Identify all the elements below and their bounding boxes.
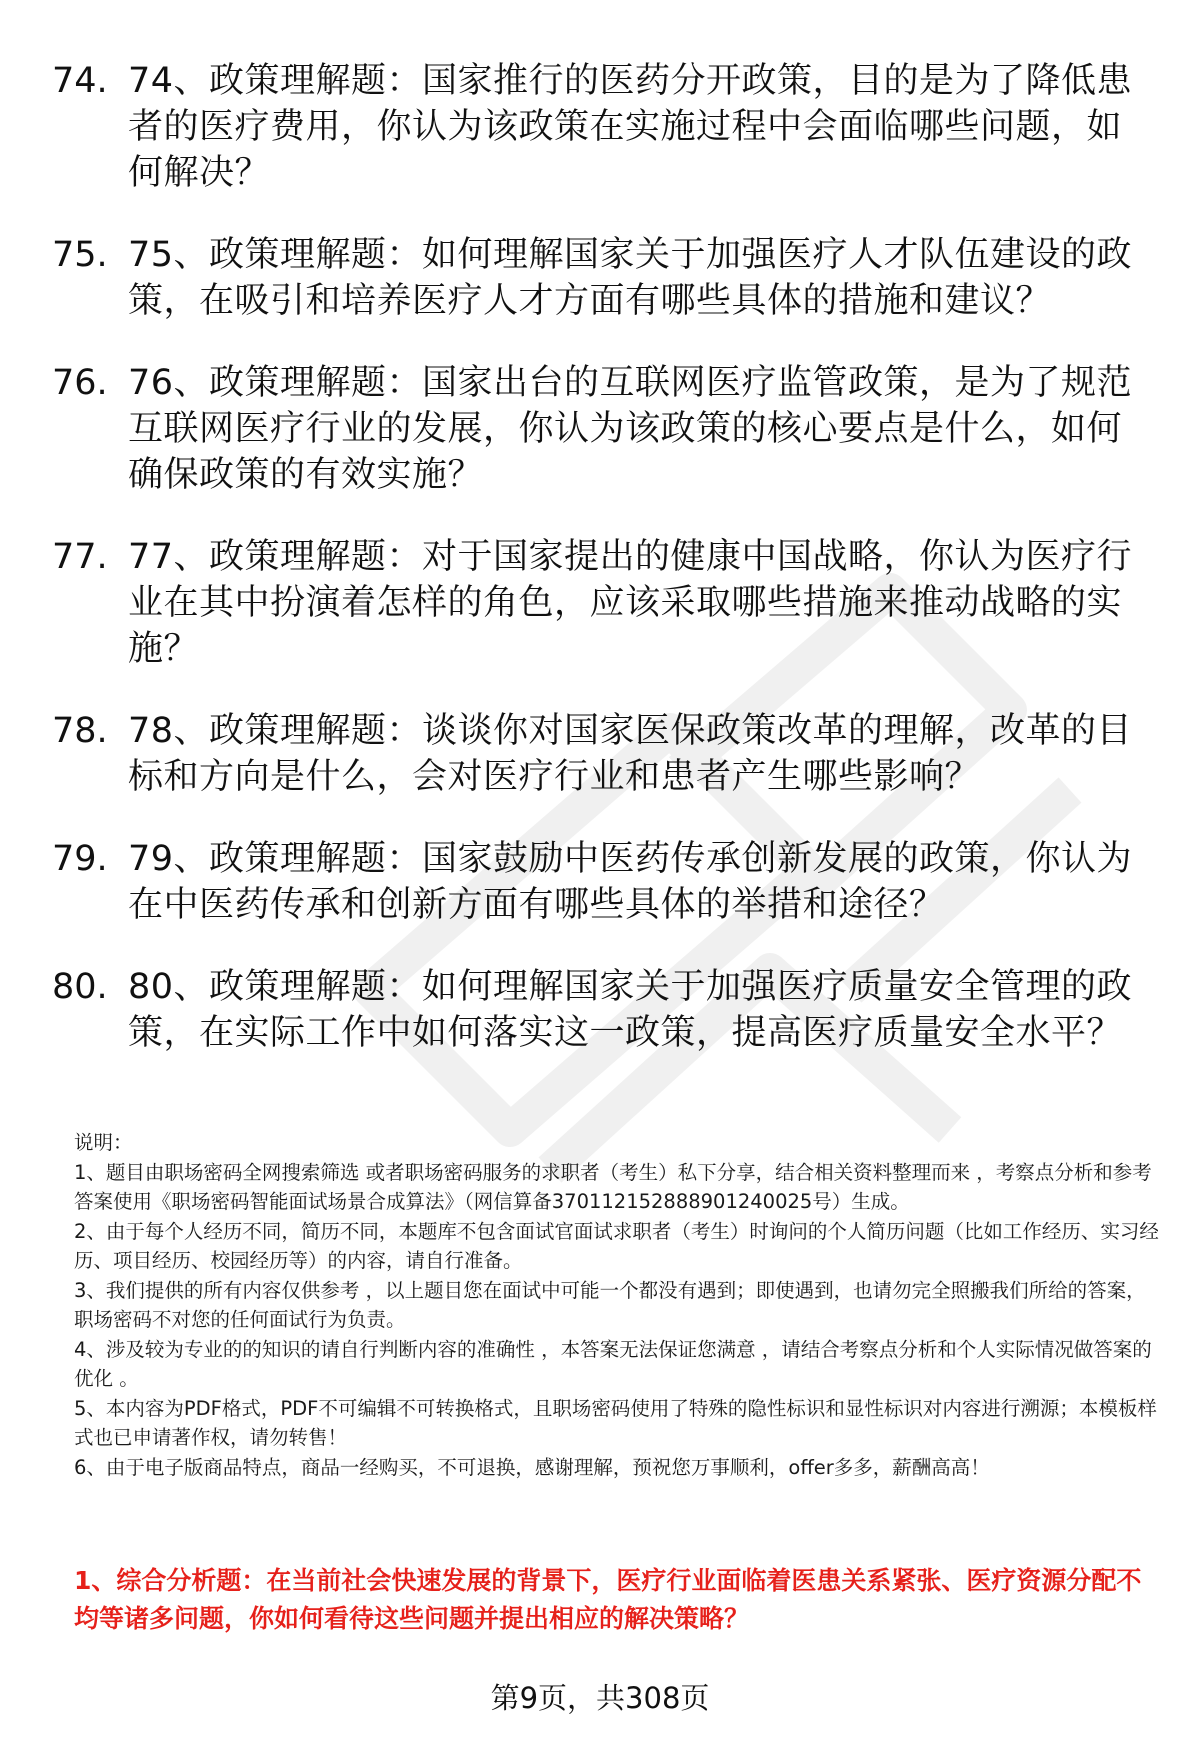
note-item: 2、由于每个人经历不同，简历不同，本题库不包含面试官面试求职者（考生）时询问的个人简历问题（比如工作经历、实习经历、项目经历、校园经历等）的内容，请自行准备。 [74, 1219, 1159, 1272]
note-item: 1、题目由职场密码全网搜索筛选 或者职场密码服务的求职者（考生）私下分享，结合相关资料整理而来 ，考察点分析和参考答案使用《职场密码智能面试场景合成算法》（网信算备370112152888901240025号）生成。 [74, 1160, 1152, 1213]
note-item: 4、涉及较为专业的的知识的请自行判断内容的准确性 ，本答案无法保证您满意 ，请结合考察点分析和个人实际情况做答案的优化 。 [74, 1337, 1152, 1390]
question-item [0, 232, 1200, 324]
question-item [0, 836, 1200, 928]
question-item [0, 534, 1200, 672]
question-text: 79、政策理解题：国家鼓励中医药传承创新发展的政策，你认为在中医药传承和创新方面有哪些具体的举措和途径？ [128, 839, 1133, 925]
question-number: 74. [52, 61, 108, 101]
question-text: 80、政策理解题：如何理解国家关于加强医疗质量安全管理的政策，在实际工作中如何落实这一政策，提高医疗质量安全水平？ [128, 967, 1133, 1053]
question-number: 76. [52, 363, 108, 403]
question-number: 79. [52, 839, 108, 879]
note-item: 3、我们提供的所有内容仅供参考 ，以上题目您在面试中可能一个都没有遇到；即使遇到，也请勿完全照搬我们所给的答案，职场密码不对您的任何面试行为负责。 [74, 1278, 1146, 1331]
notes-section [74, 1128, 1159, 1482]
question-text: 78、政策理解题：谈谈你对国家医保政策改革的理解，改革的目标和方向是什么，会对医疗行业和患者产生哪些影响？ [128, 711, 1133, 797]
question-text: 76、政策理解题：国家出台的互联网医疗监管政策，是为了规范互联网医疗行业的发展，你认为该政策的核心要点是什么，如何确保政策的有效实施？ [128, 363, 1133, 495]
question-item [0, 964, 1200, 1056]
question-list [0, 58, 1200, 1092]
question-number: 77. [52, 537, 108, 577]
question-text: 75、政策理解题：如何理解国家关于加强医疗人才队伍建设的政策，在吸引和培养医疗人才方面有哪些具体的措施和建议？ [128, 235, 1133, 321]
notes-title: 说明： [74, 1131, 133, 1154]
question-item [0, 360, 1200, 498]
page-number: 第9页，共308页 [490, 1681, 710, 1715]
question-number: 80. [52, 967, 108, 1007]
highlighted-question: 1、综合分析题：在当前社会快速发展的背景下，医疗行业面临着医患关系紧张、医疗资源分配不均等诸多问题，你如何看待这些问题并提出相应的解决策略？ [74, 1566, 1142, 1633]
question-number: 78. [52, 711, 108, 751]
question-text: 77、政策理解题：对于国家提出的健康中国战略，你认为医疗行业在其中扮演着怎样的角色，应该采取哪些措施来推动战略的实施？ [128, 537, 1133, 669]
question-number: 75. [52, 235, 108, 275]
question-item [0, 58, 1200, 196]
question-item [0, 708, 1200, 800]
note-item: 5、本内容为PDF格式，PDF不可编辑不可转换格式，且职场密码使用了特殊的隐性标识和显性标识对内容进行溯源；本模板样式也已申请著作权，请勿转售！ [74, 1396, 1157, 1449]
question-text: 74、政策理解题：国家推行的医药分开政策，目的是为了降低患者的医疗费用，你认为该政策在实施过程中会面临哪些问题，如何解决？ [128, 61, 1133, 193]
note-item: 6、由于电子版商品特点，商品一经购买，不可退换，感谢理解，预祝您万事顺利，offer多多，薪酬高高！ [74, 1455, 990, 1479]
